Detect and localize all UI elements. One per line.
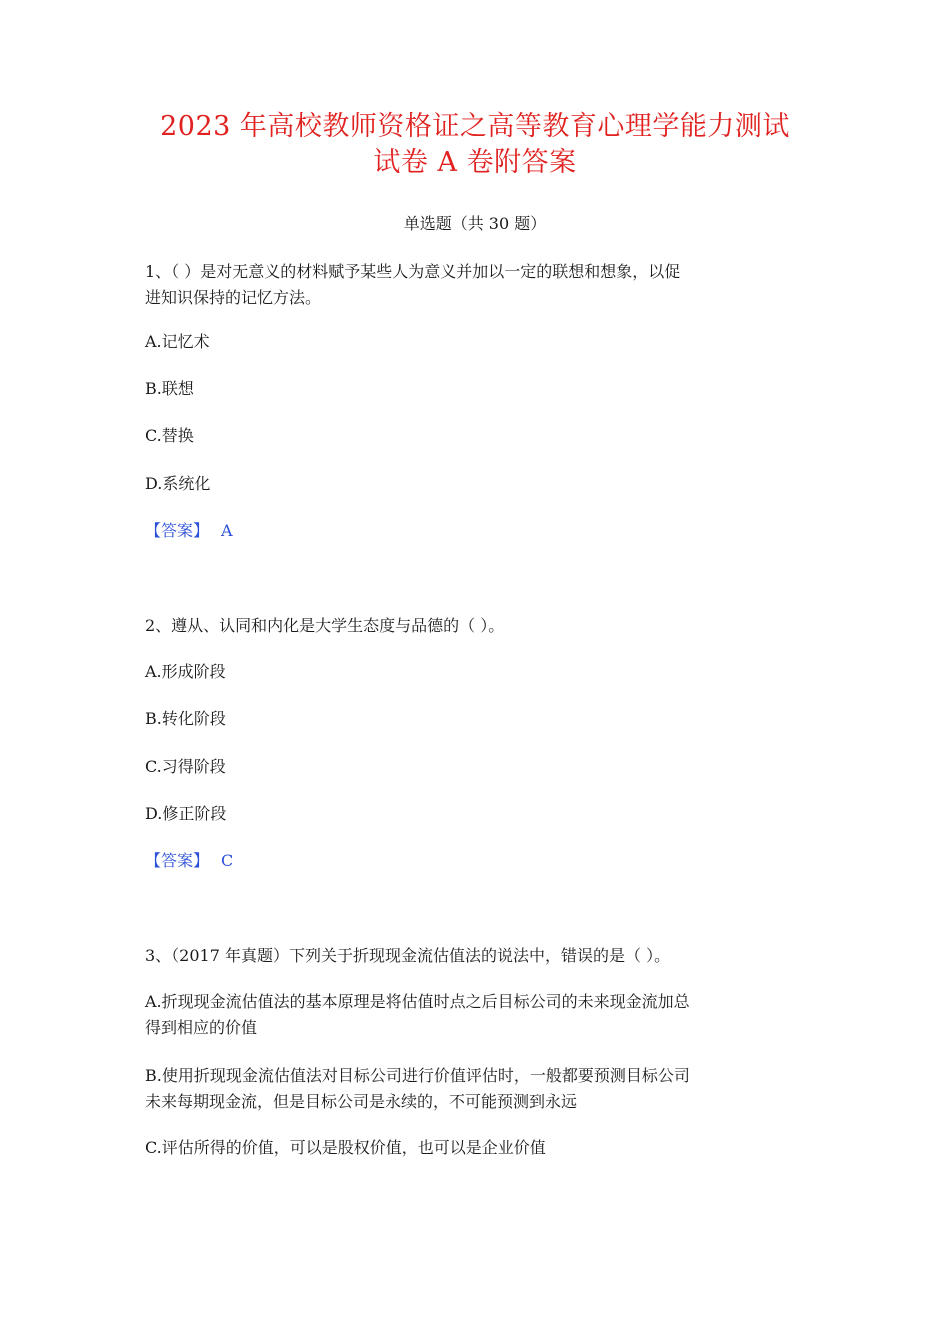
- answer-value: A: [221, 521, 233, 540]
- question-1-option-d: D.系统化: [145, 474, 211, 493]
- question-2-option-a: A.形成阶段: [145, 662, 226, 681]
- question-2-answer: [145, 849, 233, 873]
- answer-label: 【答案】: [145, 521, 210, 540]
- question-2-option-d: D.修正阶段: [145, 804, 227, 823]
- question-1-option-a: A.记忆术: [145, 332, 210, 351]
- question-1-option-c: C.替换: [145, 426, 194, 445]
- question-1-stem-line-2: 进知识保持的记忆方法。: [145, 288, 322, 307]
- question-3-option-a-line-1: A.折现现金流估值法的基本原理是将估值时点之后目标公司的未来现金流加总: [145, 992, 690, 1011]
- question-2-option-c: C.习得阶段: [145, 757, 226, 776]
- question-2-stem: 2、遵从、认同和内化是大学生态度与品德的（ ）。: [145, 616, 505, 635]
- section-heading: 单选题（共 30 题）: [403, 214, 547, 233]
- question-3-option-b-line-2: 未来每期现金流，但是目标公司是永续的，不可能预测到永远: [145, 1092, 578, 1111]
- question-1-answer: [145, 519, 233, 543]
- answer-value: C: [221, 851, 234, 870]
- question-3-option-c: C.评估所得的价值，可以是股权价值，也可以是企业价值: [145, 1138, 546, 1157]
- question-2-option-b: B.转化阶段: [145, 709, 226, 728]
- document-title-line-1: 2023 年高校教师资格证之高等教育心理学能力测试: [160, 111, 790, 142]
- answer-label: 【答案】: [145, 851, 210, 870]
- question-3-stem: 3、（2017 年真题）下列关于折现现金流估值法的说法中，错误的是（ ）。: [145, 946, 671, 965]
- question-3-option-a-line-2: 得到相应的价值: [145, 1018, 258, 1037]
- question-3-option-b-line-1: B.使用折现现金流估值法对目标公司进行价值评估时，一般都要预测目标公司: [145, 1066, 690, 1085]
- document-title-line-2: 试卷 A 卷附答案: [373, 147, 577, 178]
- question-1-option-b: B.联想: [145, 379, 194, 398]
- question-1-stem-line-1: 1、（ ）是对无意义的材料赋予某些人为意义并加以一定的联想和想象，以促: [145, 262, 681, 281]
